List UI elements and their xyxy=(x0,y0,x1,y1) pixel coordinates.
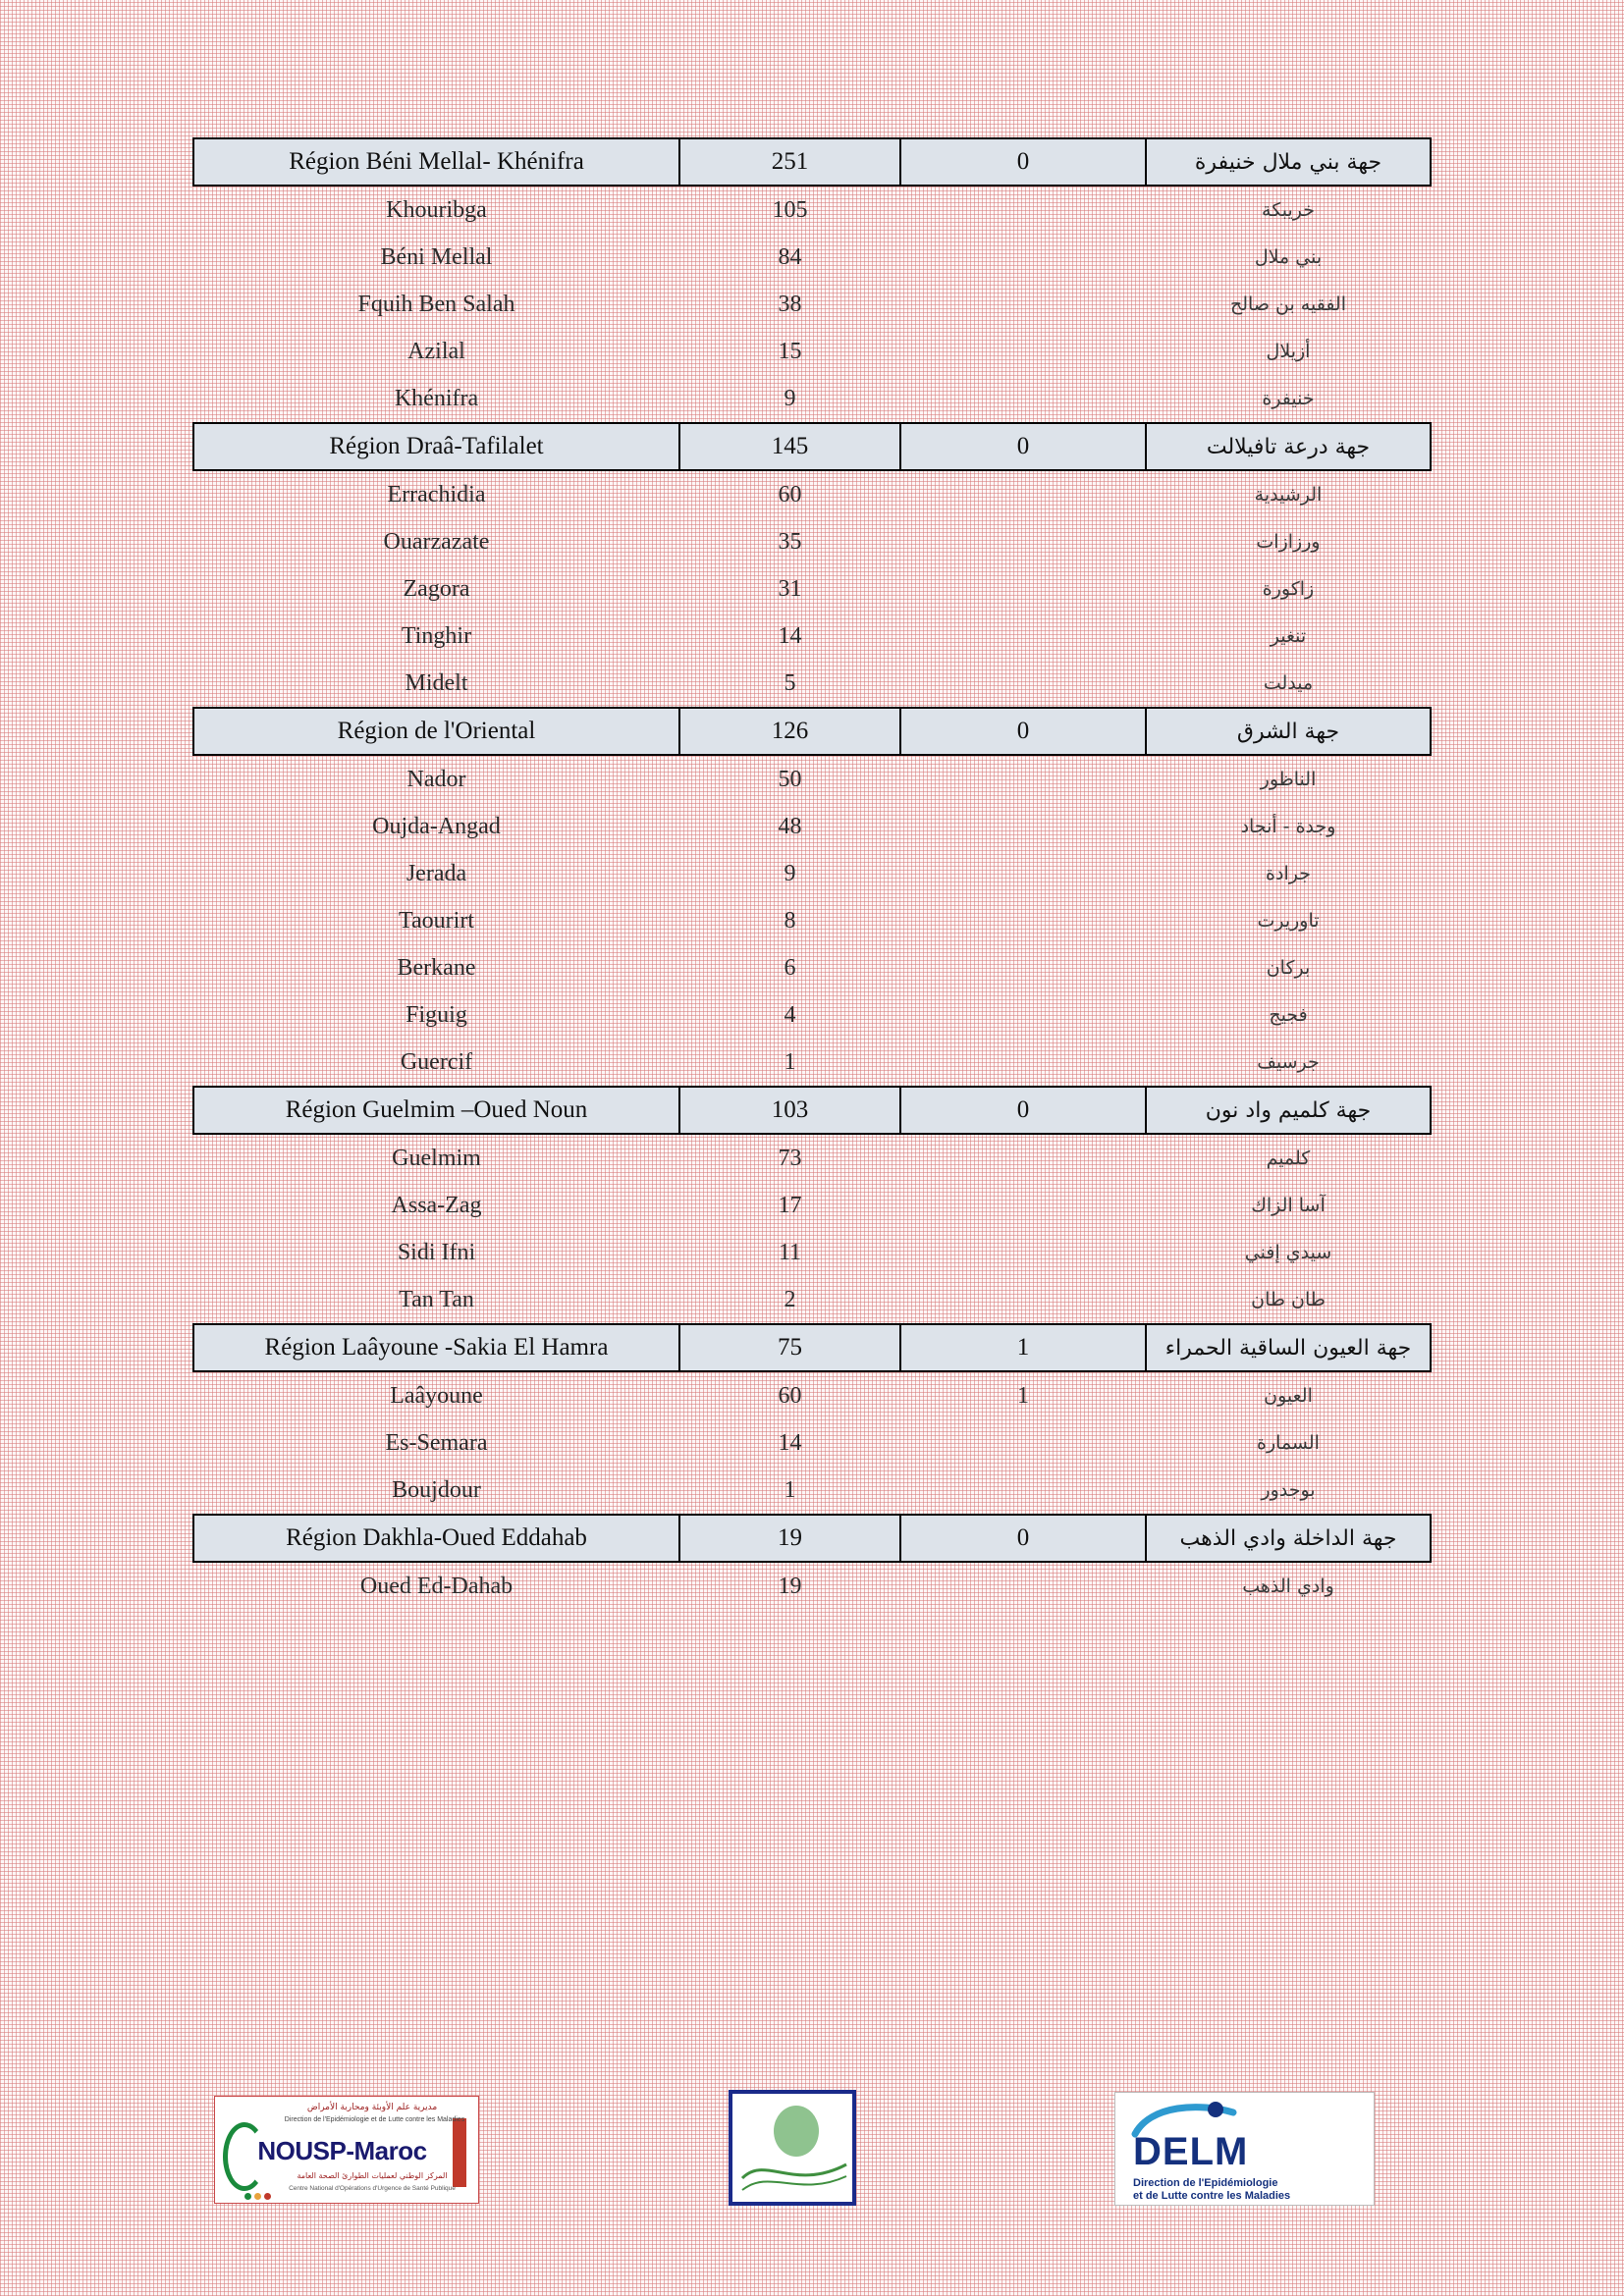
cell-name-fr: Région Draâ-Tafilalet xyxy=(193,423,679,470)
province-row xyxy=(193,281,1431,328)
cell-name-ar: جرادة xyxy=(1266,863,1311,884)
cell-deaths: 0 xyxy=(900,1515,1146,1562)
region-row xyxy=(193,423,1431,470)
cell-name-ar: جهة الداخلة وادي الذهب xyxy=(1146,1515,1431,1562)
province-row xyxy=(193,234,1431,281)
cell-name-ar: وادي الذهب xyxy=(1242,1575,1334,1597)
cell-deaths xyxy=(900,755,1146,803)
province-row xyxy=(193,1467,1431,1515)
region-row xyxy=(193,1515,1431,1562)
nousp-french-top: Direction de l'Epidémiologie et de Lutte contre les Maladies xyxy=(284,2116,465,2123)
cell-name-fr: Taourirt xyxy=(399,907,474,934)
cell-name-fr: Béni Mellal xyxy=(380,243,493,270)
cell-name-ar: الرشيدية xyxy=(1254,484,1323,506)
cell-deaths: 0 xyxy=(900,1087,1146,1134)
cell-cases: 1 xyxy=(784,1476,796,1503)
ministry-logo xyxy=(729,2090,856,2206)
cell-name-ar: ميدلت xyxy=(1263,672,1314,694)
cell-name-ar: أزيلال xyxy=(1266,341,1311,362)
cell-name-ar: جهة كلميم واد نون xyxy=(1146,1087,1431,1134)
cell-cases: 31 xyxy=(778,575,802,602)
cell-name-ar: سيدي إفني xyxy=(1244,1242,1332,1263)
delm-subtitle-2: et de Lutte contre les Maladies xyxy=(1133,2190,1291,2202)
province-row xyxy=(193,1039,1431,1087)
cell-cases: 2 xyxy=(784,1286,796,1312)
cell-deaths xyxy=(900,375,1146,423)
cell-cases: 11 xyxy=(778,1239,802,1265)
cell-name-fr: Khénifra xyxy=(394,385,479,411)
region-row xyxy=(193,1087,1431,1134)
region-row xyxy=(193,708,1431,755)
province-row xyxy=(193,1276,1431,1324)
province-row xyxy=(193,897,1431,944)
cell-deaths xyxy=(900,234,1146,281)
cell-cases: 35 xyxy=(778,528,802,555)
cell-deaths xyxy=(900,328,1146,375)
cell-name-ar: جرسيف xyxy=(1257,1051,1320,1073)
cell-cases: 15 xyxy=(778,338,802,364)
region-row xyxy=(193,1324,1431,1371)
cell-deaths xyxy=(900,518,1146,565)
province-row xyxy=(193,660,1431,708)
cell-name-fr: Guelmim xyxy=(392,1145,481,1171)
cell-name-fr: Sidi Ifni xyxy=(397,1239,476,1265)
cell-cases: 8 xyxy=(784,907,796,934)
province-row xyxy=(193,518,1431,565)
cell-name-ar: بوجدور xyxy=(1261,1479,1316,1501)
cell-cases: 6 xyxy=(784,954,796,981)
cell-name-ar: خريبكة xyxy=(1262,199,1315,221)
cell-cases: 5 xyxy=(784,669,796,696)
cell-name-fr: Berkane xyxy=(397,954,476,981)
cell-cases: 19 xyxy=(778,1573,802,1599)
nousp-french-bottom: Centre National d'Opérations d'Urgence de Santé Publique xyxy=(289,2185,456,2192)
cell-name-fr: Oued Ed-Dahab xyxy=(359,1573,514,1599)
cell-deaths xyxy=(900,1039,1146,1087)
cell-deaths xyxy=(900,1134,1146,1182)
province-row xyxy=(193,470,1431,518)
cell-name-ar: تنغير xyxy=(1270,625,1307,647)
cell-name-ar: الفقيه بن صالح xyxy=(1229,294,1347,315)
province-row xyxy=(193,1229,1431,1276)
province-row xyxy=(193,850,1431,897)
cell-deaths xyxy=(900,1562,1146,1610)
delm-logo xyxy=(1114,2092,1375,2206)
cell-name-ar: الناظور xyxy=(1260,769,1317,790)
cell-name-fr: Région Dakhla-Oued Eddahab xyxy=(193,1515,679,1562)
cell-deaths xyxy=(900,613,1146,660)
cell-name-fr: Région Laâyoune -Sakia El Hamra xyxy=(193,1324,679,1371)
cell-deaths xyxy=(900,897,1146,944)
covid-cases-table xyxy=(192,137,1432,1610)
cell-cases: 126 xyxy=(679,708,900,755)
cell-name-fr: Nador xyxy=(406,766,466,792)
cell-name-fr: Es-Semara xyxy=(385,1429,488,1456)
covid-cases-table-wrapper xyxy=(192,137,1430,1610)
nousp-arabic-top: مديرية علم الأوبئة ومحاربة الأمراض xyxy=(306,2103,438,2112)
wave-icon xyxy=(740,2149,848,2196)
cell-cases: 17 xyxy=(778,1192,802,1218)
cell-cases: 60 xyxy=(778,481,802,507)
province-row xyxy=(193,1182,1431,1229)
cell-name-fr: Errachidia xyxy=(387,481,486,507)
cell-deaths xyxy=(900,281,1146,328)
nousp-logo xyxy=(214,2096,479,2204)
province-row xyxy=(193,1562,1431,1610)
cell-deaths xyxy=(900,1419,1146,1467)
cell-name-ar: وجدة - أنجاد xyxy=(1240,816,1336,837)
cell-cases: 105 xyxy=(772,196,808,223)
cell-deaths xyxy=(900,1229,1146,1276)
cell-cases: 14 xyxy=(778,622,802,649)
cell-deaths xyxy=(900,565,1146,613)
cell-name-fr: Zagora xyxy=(403,575,470,602)
cell-deaths xyxy=(900,850,1146,897)
cell-deaths xyxy=(900,186,1146,234)
cell-deaths xyxy=(900,1182,1146,1229)
region-row xyxy=(193,138,1431,186)
province-row xyxy=(193,755,1431,803)
cell-cases: 1 xyxy=(784,1048,796,1075)
cell-name-fr: Khouribga xyxy=(386,196,487,223)
cell-name-fr: Oujda-Angad xyxy=(372,813,501,839)
cell-name-fr: Boujdour xyxy=(392,1476,481,1503)
cell-deaths xyxy=(900,1276,1146,1324)
province-row xyxy=(193,1371,1431,1419)
cell-name-ar: جهة الشرق xyxy=(1146,708,1431,755)
cell-cases: 48 xyxy=(778,813,802,839)
cell-deaths: 0 xyxy=(900,423,1146,470)
cell-name-ar: آسا الزاك xyxy=(1251,1195,1326,1216)
cell-deaths xyxy=(900,1467,1146,1515)
province-row xyxy=(193,991,1431,1039)
cell-name-ar: فجيج xyxy=(1269,1004,1308,1026)
cell-name-fr: Tan Tan xyxy=(399,1286,474,1312)
cell-cases: 4 xyxy=(784,1001,796,1028)
cell-name-ar: زاكورة xyxy=(1262,578,1315,600)
cell-name-fr: Tinghir xyxy=(401,622,472,649)
cell-name-ar: بركان xyxy=(1266,957,1311,979)
cell-deaths xyxy=(900,660,1146,708)
cell-name-fr: Midelt xyxy=(405,669,468,696)
cell-deaths: 1 xyxy=(900,1324,1146,1371)
cell-name-fr: Région Guelmim –Oued Noun xyxy=(193,1087,679,1134)
cell-cases: 145 xyxy=(679,423,900,470)
cell-deaths: 0 xyxy=(900,708,1146,755)
province-row xyxy=(193,328,1431,375)
province-row xyxy=(193,186,1431,234)
cell-name-fr: Azilal xyxy=(407,338,465,364)
province-row xyxy=(193,944,1431,991)
nousp-title: NOUSP-Maroc xyxy=(257,2136,427,2165)
cell-cases: 103 xyxy=(679,1087,900,1134)
nousp-arabic-bottom: المركز الوطني لعمليات الطوارئ الصحة العامة xyxy=(297,2171,448,2180)
cell-cases: 9 xyxy=(784,860,796,886)
cell-deaths xyxy=(900,991,1146,1039)
cell-name-fr: Région Béni Mellal- Khénifra xyxy=(193,138,679,186)
cell-name-ar: ورزازات xyxy=(1256,531,1321,553)
cell-deaths xyxy=(900,944,1146,991)
cell-cases: 73 xyxy=(778,1145,802,1171)
cell-name-ar: تاوريرت xyxy=(1257,910,1320,932)
province-row xyxy=(193,1134,1431,1182)
cell-name-fr: Figuig xyxy=(406,1001,467,1028)
cell-name-ar: جهة بني ملال خنيفرة xyxy=(1146,138,1431,186)
cell-deaths: 0 xyxy=(900,138,1146,186)
table-body xyxy=(193,138,1431,1610)
cell-name-fr: Ouarzazate xyxy=(383,528,490,555)
cell-name-fr: Guercif xyxy=(400,1048,473,1075)
cell-cases: 38 xyxy=(778,291,802,317)
delm-subtitle-1: Direction de l'Epidémiologie xyxy=(1133,2177,1278,2189)
cell-deaths xyxy=(900,470,1146,518)
cell-name-fr: Assa-Zag xyxy=(391,1192,482,1218)
delm-title: DELM xyxy=(1133,2130,1249,2173)
cell-name-fr: Laâyoune xyxy=(390,1382,483,1409)
cell-cases: 251 xyxy=(679,138,900,186)
province-row xyxy=(193,375,1431,423)
cell-name-fr: Région de l'Oriental xyxy=(193,708,679,755)
cell-cases: 9 xyxy=(784,385,796,411)
province-row xyxy=(193,803,1431,850)
cell-cases: 50 xyxy=(778,766,802,792)
cell-name-ar: العيون xyxy=(1264,1385,1313,1407)
cell-deaths xyxy=(900,803,1146,850)
cell-name-ar: جهة درعة تافيلالت xyxy=(1146,423,1431,470)
cell-cases: 19 xyxy=(679,1515,900,1562)
cell-cases: 84 xyxy=(778,243,802,270)
cell-name-ar: طان طان xyxy=(1251,1289,1326,1310)
cell-cases: 60 xyxy=(778,1382,802,1409)
cell-name-fr: Jerada xyxy=(406,860,467,886)
cell-name-ar: بني ملال xyxy=(1254,246,1323,268)
cell-cases: 14 xyxy=(778,1429,802,1456)
cell-name-ar: خنيفرة xyxy=(1262,388,1315,409)
province-row xyxy=(193,1419,1431,1467)
cell-name-ar: السمارة xyxy=(1257,1432,1320,1454)
cell-name-ar: جهة العيون الساقية الحمراء xyxy=(1146,1324,1431,1371)
page-footer xyxy=(0,2076,1624,2263)
cell-cases: 75 xyxy=(679,1324,900,1371)
cell-deaths: 1 xyxy=(1017,1382,1029,1409)
province-row xyxy=(193,613,1431,660)
cell-name-ar: كلميم xyxy=(1266,1148,1311,1169)
cell-name-fr: Fquih Ben Salah xyxy=(357,291,515,317)
province-row xyxy=(193,565,1431,613)
